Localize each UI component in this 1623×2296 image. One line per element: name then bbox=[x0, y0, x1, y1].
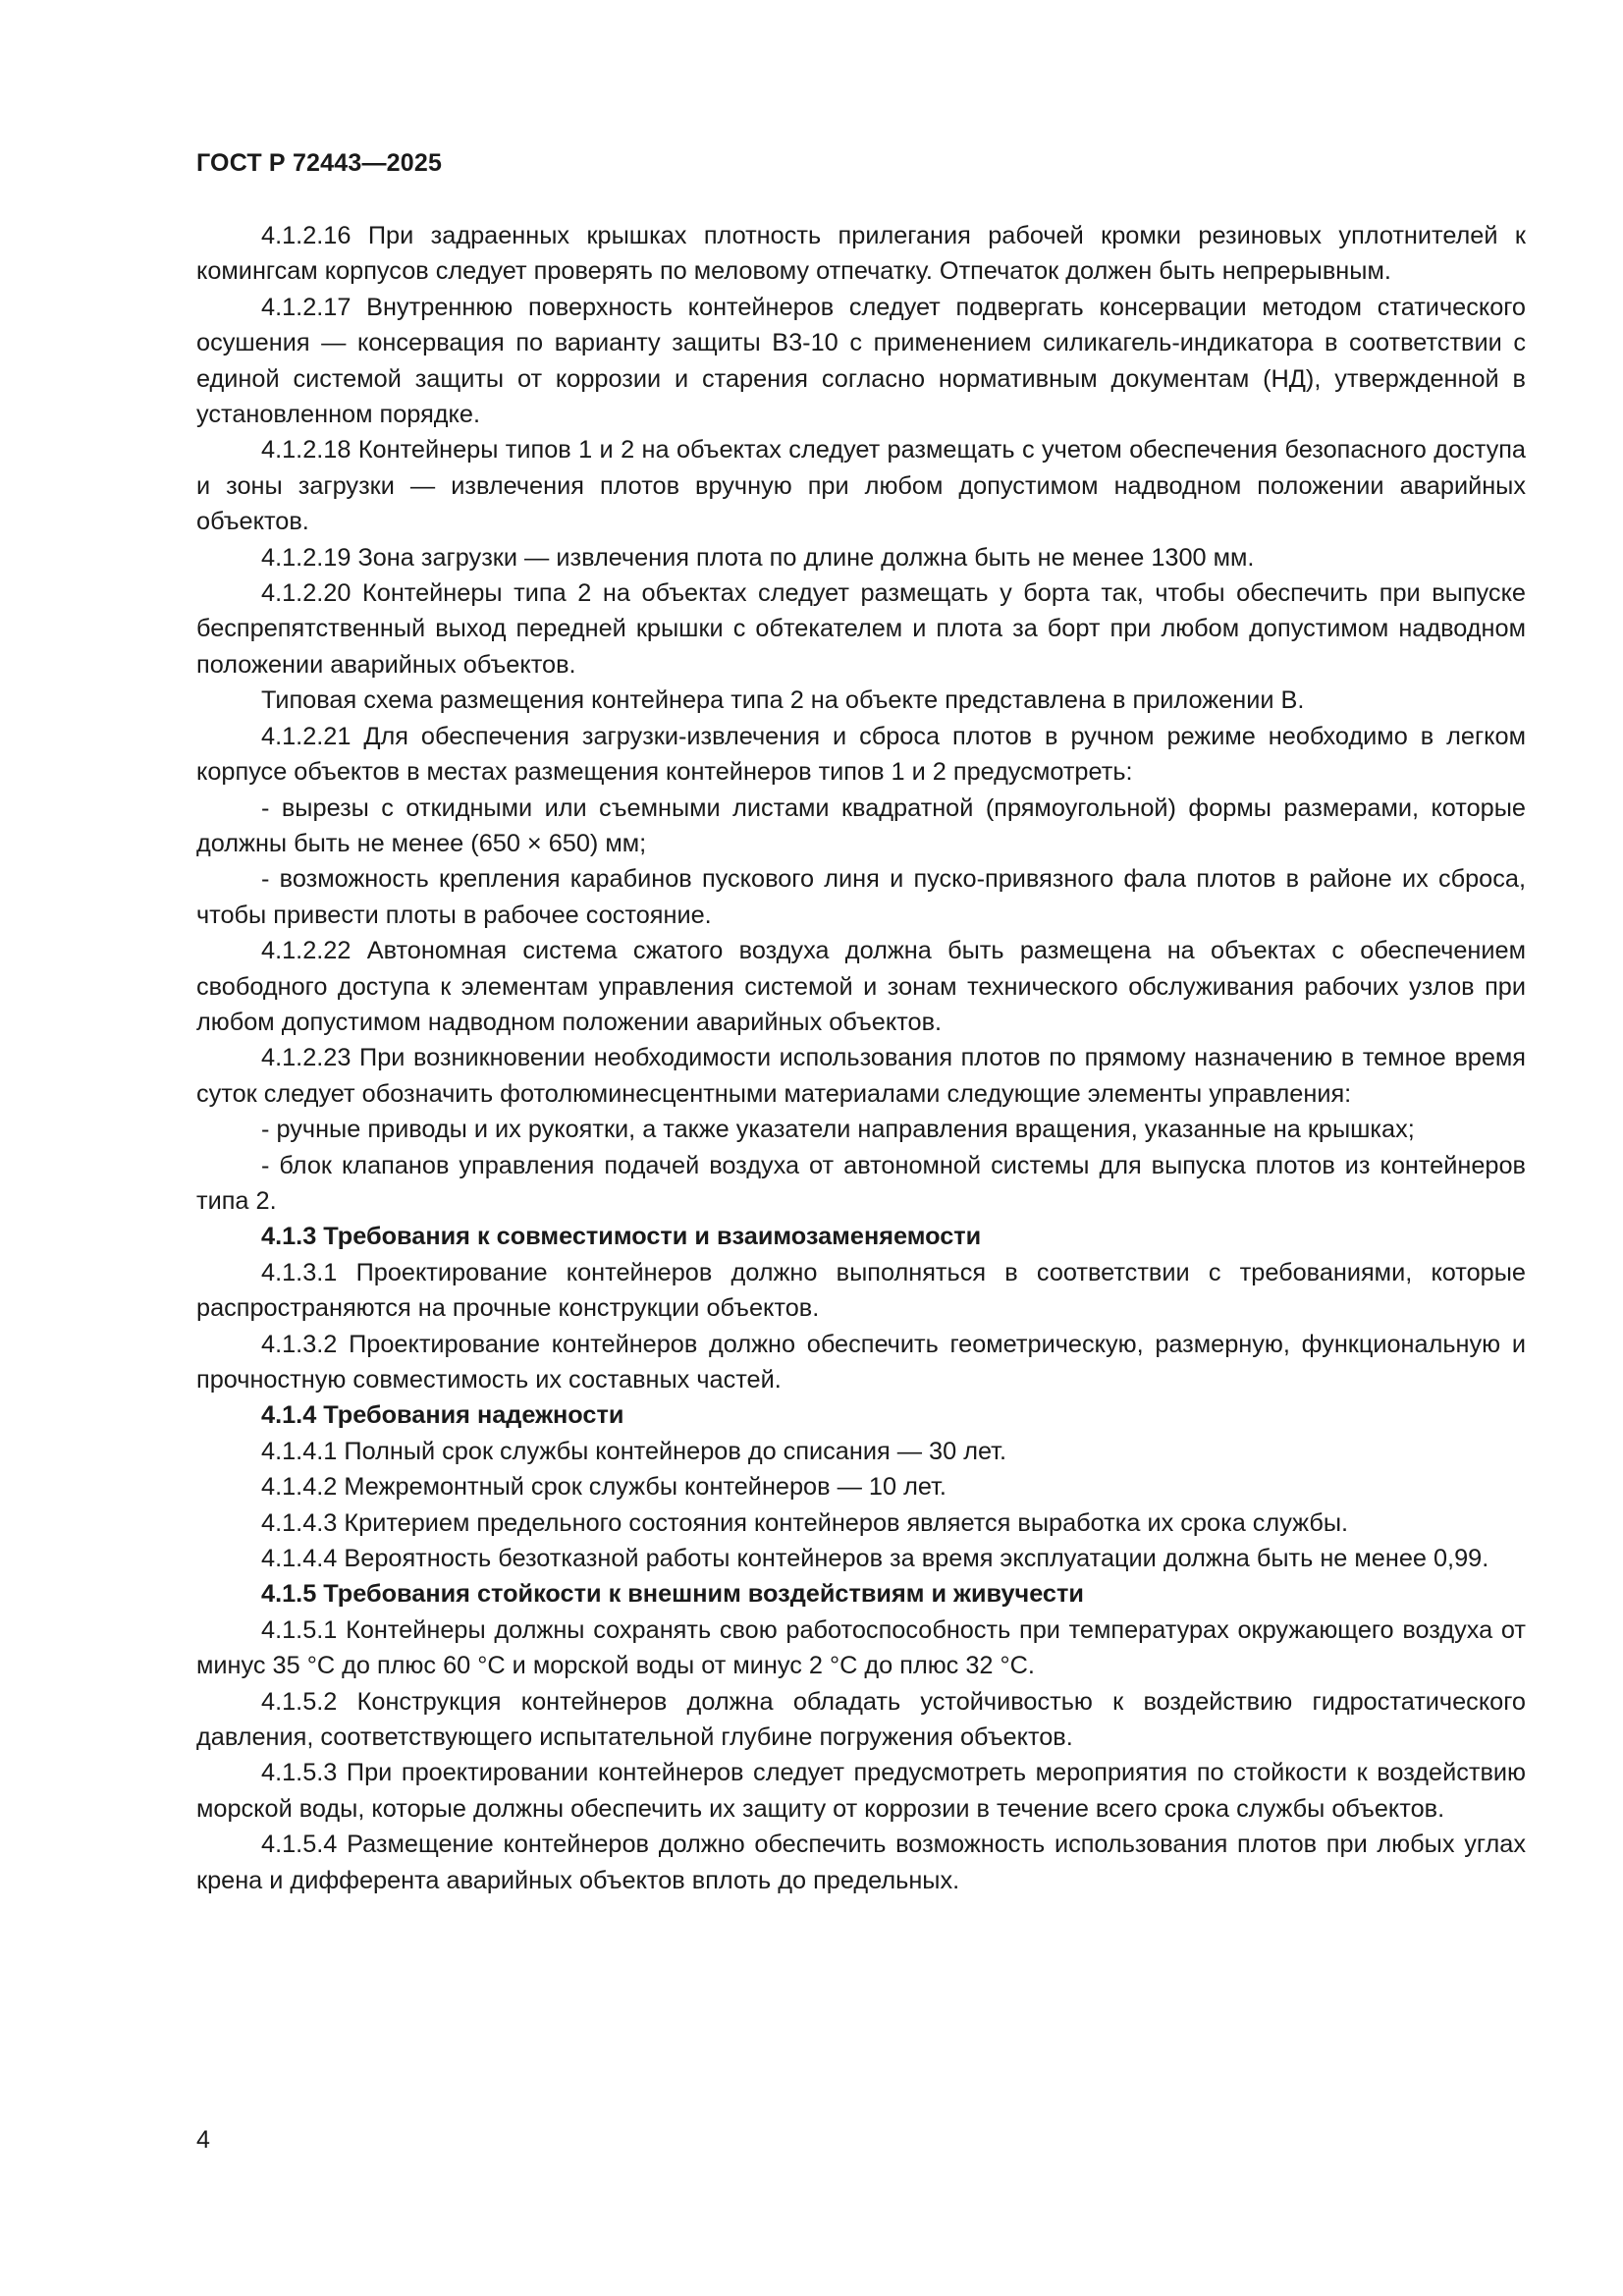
section-heading: 4.1.4 Требования надежности bbox=[261, 1401, 624, 1430]
section-heading: 4.1.3 Требования к совместимости и взаимозаменяемости bbox=[261, 1223, 982, 1251]
paragraph: 4.1.5.2 Конструкция контейнеров должна обладать устойчивостью к воздействию гидростатического давления, соответствующего испытательной глубине погружения объектов. bbox=[196, 1687, 1526, 1752]
document-body bbox=[196, 218, 1526, 1898]
paragraph: 4.1.2.18 Контейнеры типов 1 и 2 на объектах следует размещать с учетом обеспечения безопасного доступа и зоны загрузки — извлечения плотов вручную при любом допустимом надводном положении аварийных объектов. bbox=[196, 436, 1526, 536]
paragraph: 4.1.4.2 Межремонтный срок службы контейнеров — 10 лет. bbox=[261, 1473, 947, 1502]
paragraph: 4.1.2.21 Для обеспечения загрузки-извлечения и сброса плотов в ручном режиме необходимо в легком корпусе объектов в местах размещения контейнеров типов 1 и 2 предусмотреть: bbox=[196, 722, 1526, 787]
paragraph: 4.1.5.3 При проектировании контейнеров следует предусмотреть мероприятия по стойкости к воздействию морской воды, которые должны обеспечить их защиту от коррозии в течение всего срока службы объектов. bbox=[196, 1759, 1526, 1823]
paragraph: 4.1.4.3 Критерием предельного состояния контейнеров является выработка их срока службы. bbox=[261, 1508, 1349, 1537]
paragraph: 4.1.2.16 При задраенных крышках плотность прилегания рабочей кромки резиновых уплотнителей к комингсам корпусов следует проверять по меловому отпечатку. Отпечаток должен быть непрерывным. bbox=[196, 222, 1526, 286]
paragraph: Типовая схема размещения контейнера типа 2 на объекте представлена в приложении В. bbox=[261, 686, 1305, 715]
paragraph: 4.1.3.1 Проектирование контейнеров должно выполняться в соответствии с требованиями, которые распространяются на прочные конструкции объектов. bbox=[196, 1258, 1526, 1323]
paragraph: 4.1.5.1 Контейнеры должны сохранять свою работоспособность при температурах окружающего воздуха от минус 35 °С до плюс 60 °С и морской воды от минус 2 °С до плюс 32 °С. bbox=[196, 1615, 1526, 1680]
paragraph: 4.1.4.1 Полный срок службы контейнеров до списания — 30 лет. bbox=[261, 1437, 1006, 1465]
paragraph: 4.1.4.4 Вероятность безотказной работы контейнеров за время эксплуатации должна быть не менее 0,99. bbox=[261, 1545, 1489, 1573]
paragraph: - вырезы с откидными или съемными листами квадратной (прямоугольной) формы размерами, которые должны быть не менее (650 × 650) мм; bbox=[196, 793, 1526, 857]
paragraph: 4.1.2.23 При возникновении необходимости использования плотов по прямому назначению в темное время суток следует обозначить фотолюминесцентными материалами следующие элементы управления: bbox=[196, 1044, 1526, 1108]
paragraph: 4.1.3.2 Проектирование контейнеров должно обеспечить геометрическую, размерную, функциональную и прочностную совместимость их составных частей. bbox=[196, 1330, 1526, 1394]
page-number: 4 bbox=[196, 2126, 210, 2154]
paragraph: - блок клапанов управления подачей воздуха от автономной системы для выпуска плотов из контейнеров типа 2. bbox=[196, 1151, 1526, 1215]
paragraph: 4.1.5.4 Размещение контейнеров должно обеспечить возможность использования плотов при любых углах крена и дифферента аварийных объектов вплоть до предельных. bbox=[196, 1831, 1526, 1894]
section-heading: 4.1.5 Требования стойкости к внешним воздействиям и живучести bbox=[261, 1580, 1084, 1609]
paragraph: - возможность крепления карабинов пускового линя и пуско-привязного фала плотов в районе их сброса, чтобы привести плоты в рабочее состояние. bbox=[196, 865, 1526, 929]
paragraph: 4.1.2.19 Зона загрузки — извлечения плота по длине должна быть не менее 1300 мм. bbox=[261, 543, 1255, 572]
paragraph: - ручные приводы и их рукоятки, а также указатели направления вращения, указанные на крышках; bbox=[261, 1116, 1415, 1144]
paragraph: 4.1.2.17 Внутреннюю поверхность контейнеров следует подвергать консервации методом статического осушения — консервация по варианту защиты В3-10 с применением силикагель-индикатора в соответствии с единой системой защиты от коррозии и старения согласно нормативным документам (НД), утвержденной в установленном порядке. bbox=[196, 293, 1526, 429]
document-header-title: ГОСТ Р 72443—2025 bbox=[196, 149, 443, 177]
paragraph: 4.1.2.22 Автономная система сжатого воздуха должна быть размещена на объектах с обеспечением свободного доступа к элементам управления системой и зонам технического обслуживания рабочих узлов при любом допустимом надводном положении аварийных объектов. bbox=[196, 937, 1526, 1036]
paragraph: 4.1.2.20 Контейнеры типа 2 на объектах следует размещать у борта так, чтобы обеспечить при выпуске беспрепятственный выход передней крышки с обтекателем и плота за борт при любом допустимом надводном положении аварийных объектов. bbox=[196, 579, 1526, 679]
